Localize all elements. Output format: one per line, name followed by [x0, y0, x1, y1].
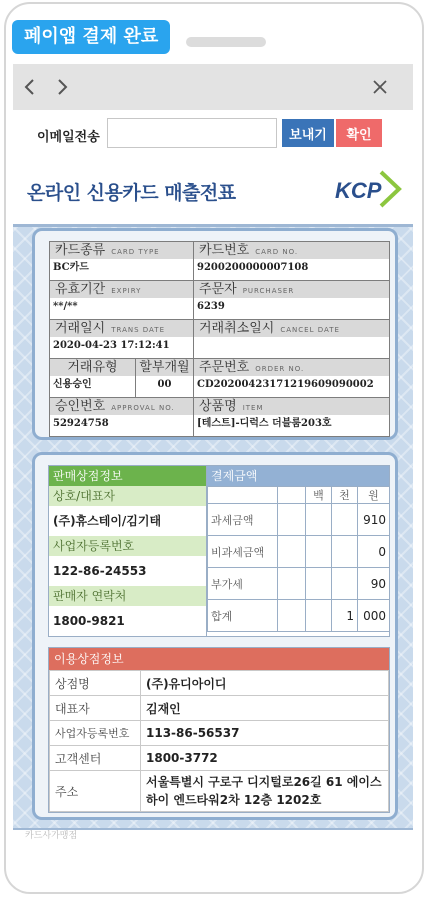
table-row — [50, 746, 389, 771]
receipt-footer-partial — [13, 828, 413, 842]
pay-row-total — [208, 600, 390, 632]
pay-row-nontaxable — [208, 536, 390, 568]
user-store-title: 이용상점정보 — [49, 648, 389, 670]
approval-no-value: 52924758 — [53, 418, 109, 429]
card-no-en: CARD NO. — [255, 248, 299, 256]
purchaser-en: PURCHASER — [242, 287, 295, 295]
pay-cell — [306, 568, 332, 600]
chevron-right-icon — [55, 78, 69, 96]
cs-label: 고객센터 — [50, 746, 141, 771]
pay-cell — [278, 600, 306, 632]
receipt-title: 온라인 신용카드 매출전표 — [27, 182, 236, 204]
seller-biz-label: 사업자등록번호 — [49, 536, 207, 556]
cs-value: 1800-3772 — [141, 746, 389, 771]
pay-row-label: 비과세금액 — [208, 536, 278, 568]
payment-amount-table — [207, 486, 390, 632]
trans-date-value: 2020-04-23 17:12:41 — [53, 340, 170, 351]
receipt-header — [13, 156, 413, 227]
trans-type-label: 거래유형 — [67, 360, 118, 375]
item-label: 상품명 — [199, 399, 237, 414]
user-store-table — [49, 670, 389, 812]
card-type-value: BC카드 — [53, 262, 89, 273]
item-cell — [194, 398, 390, 437]
card-type-en: CARD TYPE — [111, 248, 160, 256]
pay-row-label: 합계 — [208, 600, 278, 632]
trans-date-en: TRANS DATE — [111, 326, 165, 334]
close-button[interactable] — [365, 64, 395, 110]
address-label: 주소 — [50, 771, 141, 812]
seller-name-label: 상호/대표자 — [49, 486, 207, 506]
table-row — [50, 721, 389, 746]
kcp-logo — [333, 166, 403, 212]
pay-row-label: 과세금액 — [208, 504, 278, 536]
installment-value: 00 — [157, 379, 172, 390]
payment-amount-box — [206, 465, 390, 637]
pay-cell: 000 — [358, 600, 390, 632]
seller-biz-value: 122-86-24553 — [53, 564, 147, 578]
card-no-label: 카드번호 — [199, 243, 250, 258]
card-type-cell — [50, 242, 194, 281]
user-store-box — [48, 647, 390, 813]
seller-info-title: 판매상점정보 — [49, 466, 207, 486]
pay-row-taxable — [208, 504, 390, 536]
pay-cell: 1 — [332, 600, 358, 632]
trans-date-label: 거래일시 — [55, 321, 106, 336]
pay-cell — [278, 536, 306, 568]
pay-cell: 910 — [358, 504, 390, 536]
approval-no-cell — [50, 398, 194, 437]
close-icon — [372, 79, 388, 95]
chevron-left-icon — [23, 78, 37, 96]
card-no-value: 9200200000007108 — [197, 262, 309, 273]
pay-header-hundred: 백 — [306, 487, 332, 504]
expiry-value: **/** — [53, 301, 78, 312]
seller-contact-value: 1800-9821 — [53, 614, 125, 628]
cancel-date-label: 거래취소일시 — [199, 321, 275, 336]
approval-no-en: APPROVAL NO. — [111, 404, 175, 412]
trans-date-cell — [50, 320, 194, 359]
order-no-cell — [194, 359, 390, 398]
pay-header-blank2 — [278, 487, 306, 504]
page-title: 페이앱 결제 완료 — [12, 20, 170, 54]
pay-cell — [278, 504, 306, 536]
seller-info-box — [48, 465, 208, 637]
footer-partial-text: 카드사가맹점 — [25, 831, 78, 841]
purchaser-value: 6239 — [197, 301, 225, 312]
card-no-cell — [194, 242, 390, 281]
pay-row-vat — [208, 568, 390, 600]
pay-header-thousand: 천 — [332, 487, 358, 504]
purchaser-label: 주문자 — [199, 282, 237, 297]
purchaser-cell — [194, 281, 390, 320]
biz-no-value: 113-86-56537 — [141, 721, 389, 746]
seller-name-value: (주)휴스테이/김기태 — [53, 514, 162, 528]
payment-amount-title: 결제금액 — [207, 466, 389, 486]
installment-cell — [136, 359, 194, 398]
pay-cell — [332, 536, 358, 568]
back-button[interactable] — [15, 64, 45, 110]
pay-cell: 0 — [358, 536, 390, 568]
cancel-date-en: CANCEL DATE — [280, 326, 340, 334]
card-type-label: 카드종류 — [55, 243, 106, 258]
approval-no-label: 승인번호 — [55, 399, 106, 414]
email-label: 이메일전송 — [37, 130, 100, 145]
pay-header-won: 원 — [358, 487, 390, 504]
svg-text:KCP: KCP — [335, 178, 382, 203]
card-info-table — [49, 241, 390, 437]
table-row — [50, 771, 389, 812]
ceo-label: 대표자 — [50, 696, 141, 721]
store-name-value: (주)유디아이디 — [141, 671, 389, 696]
cancel-date-cell — [194, 320, 390, 359]
biz-no-label: 사업자등록번호 — [50, 721, 141, 746]
expiry-cell — [50, 281, 194, 320]
order-no-en: ORDER NO. — [255, 365, 305, 373]
receipt — [13, 156, 413, 842]
pay-cell — [306, 504, 332, 536]
expiry-label: 유효기간 — [55, 282, 106, 297]
speaker-notch — [186, 37, 266, 47]
installment-label: 할부개월 — [139, 360, 190, 375]
table-row — [50, 671, 389, 696]
email-send-row — [13, 112, 413, 156]
pay-cell — [332, 568, 358, 600]
email-input[interactable] — [107, 118, 277, 148]
seller-contact-label: 판매자 연락처 — [49, 586, 207, 606]
trans-type-cell — [50, 359, 136, 398]
table-row — [50, 696, 389, 721]
confirm-button[interactable]: 확인 — [336, 119, 382, 147]
expiry-en: EXPIRY — [111, 287, 142, 295]
pay-row-label: 부가세 — [208, 568, 278, 600]
pay-cell — [278, 568, 306, 600]
pay-cell — [306, 600, 332, 632]
trans-type-value: 신용승인 — [53, 379, 92, 390]
address-value: 서울특별시 구로구 디지털로26길 61 에이스하이 엔드타워2차 12층 1202호 — [141, 771, 389, 812]
browser-toolbar — [13, 64, 413, 110]
pay-cell — [306, 536, 332, 568]
item-en: ITEM — [242, 404, 264, 412]
item-value: [테스트]-디럭스 더블룸203호 — [197, 418, 332, 429]
pay-header-blank — [208, 487, 278, 504]
order-no-value: CD20200423171219609090002 — [197, 379, 374, 390]
store-name-label: 상점명 — [50, 671, 141, 696]
store-info-panel — [32, 452, 398, 820]
pay-cell: 90 — [358, 568, 390, 600]
card-info-panel — [32, 228, 398, 440]
forward-button[interactable] — [47, 64, 77, 110]
pay-cell — [332, 504, 358, 536]
ceo-value: 김재인 — [141, 696, 389, 721]
order-no-label: 주문번호 — [199, 360, 250, 375]
send-button[interactable]: 보내기 — [282, 119, 334, 147]
